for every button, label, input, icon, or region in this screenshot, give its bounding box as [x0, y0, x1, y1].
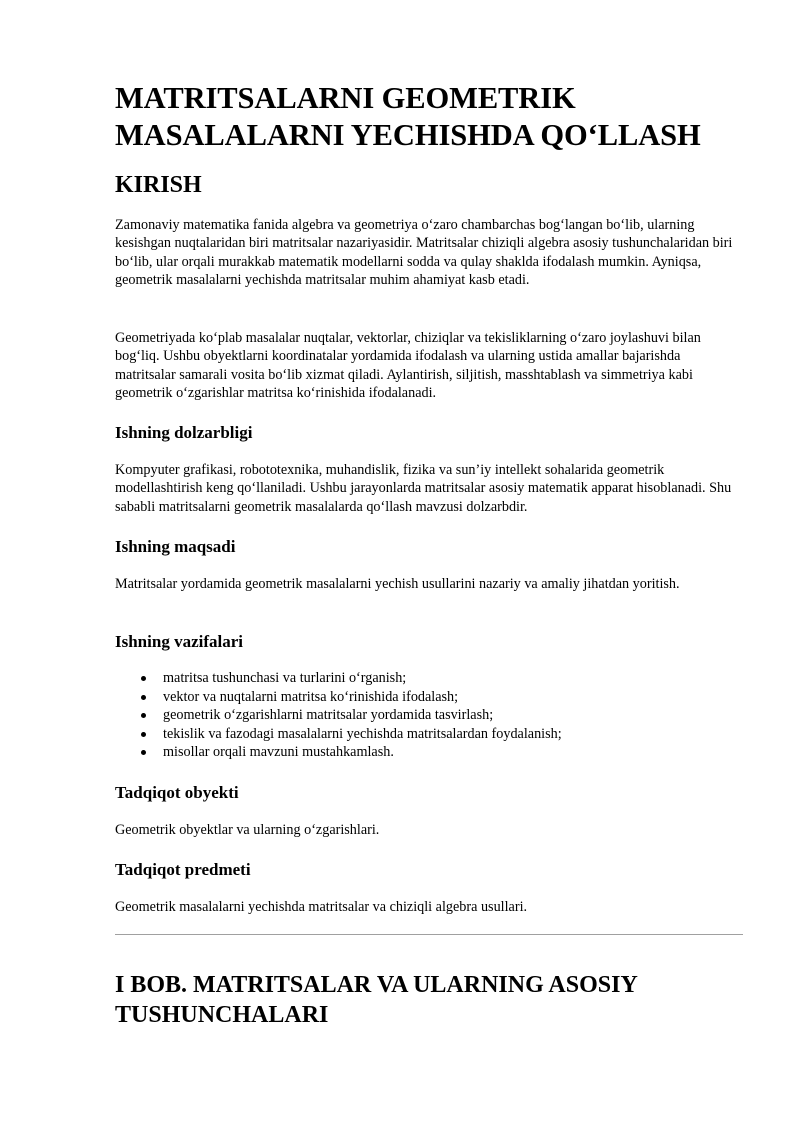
goal-heading: Ishning maqsadi: [115, 537, 236, 556]
intro-heading: KIRISH: [115, 172, 202, 198]
subject-heading: Tadqiqot predmeti: [115, 860, 251, 879]
list-item: vektor va nuqtalarni matritsa ko‘rinishida ifodalash;: [163, 688, 562, 707]
subject-text: Geometrik masalalarni yechishda matritsalar va chiziqli algebra usullari.: [115, 899, 528, 915]
relevance-text: Kompyuter grafikasi, robototexnika, muhandislik, fizika va sun’iy intellekt sohalarida geometrik modellashtirish keng qo‘llaniladi. Ushbu jarayonlarda matritsalar asosiy matematik apparat hisoblanadi. Shu sababli matritsalarni geometrik masalalarda qo‘llash mavzusi dolzarbdir.: [115, 462, 732, 515]
object-text: Geometrik obyektlar va ularning o‘zgarishlari.: [115, 822, 380, 838]
list-item: tekislik va fazodagi masalalarni yechishda matritsalardan foydalanish;: [163, 725, 562, 742]
document-title: MATRITSALARNI GEOMETRIK MASALALARNI YECHISHDA QO‘LLASH: [115, 81, 701, 152]
list-item: misollar orqali mavzuni mustahkamlash.: [163, 743, 562, 762]
tasks-heading: Ishning vazifalari: [115, 632, 243, 651]
chapter-1-heading: I BOB. MATRITSALAR VA ULARNING ASOSIY TUSHUNCHALARI: [115, 972, 637, 1028]
list-item: matritsa tushunchasi va turlarini o‘rganish;: [163, 669, 562, 688]
list-item: geometrik o‘zgarishlarni matritsalar yordamida tasvirlash;: [163, 706, 562, 725]
relevance-heading: Ishning dolzarbligi: [115, 423, 253, 442]
intro-paragraph-1: Zamonaviy matematika fanida algebra va geometriya o‘zaro chambarchas bog‘langan bo‘lib, ularning kesishgan nuqtalaridan biri matritsalar nazariyasidir. Matritsalar chiziqli algebra asosiy tushunchalaridan biri bo‘lib, ular orqali murakkab matematik modellarni sodda va qulay shaklda ifodalash mumkin. Ayniqsa, geometrik masalalarni yechishda matritsalar muhim ahamiyat kasb etadi.: [115, 217, 733, 289]
object-heading: Tadqiqot obyekti: [115, 783, 239, 802]
tasks-list: [115, 669, 562, 762]
horizontal-divider: [115, 934, 743, 935]
goal-text: Matritsalar yordamida geometrik masalalarni yechish usullarini nazariy va amaliy jihatdan yoritish.: [115, 576, 680, 592]
intro-paragraph-2: Geometriyada ko‘plab masalalar nuqtalar, vektorlar, chiziqlar va tekisliklarning o‘zaro joylashuvi bilan bog‘liq. Ushbu obyektlarni koordinatalar yordamida ifodalash va ularning ustida amallar bajarishda matritsalar samarali vosita bo‘lib xizmat qiladi. Aylantirish, siljitish, masshtablash va simmetriya kabi geometrik o‘zgarishlar matritsa ko‘rinishida ifodalanadi.: [115, 330, 701, 402]
